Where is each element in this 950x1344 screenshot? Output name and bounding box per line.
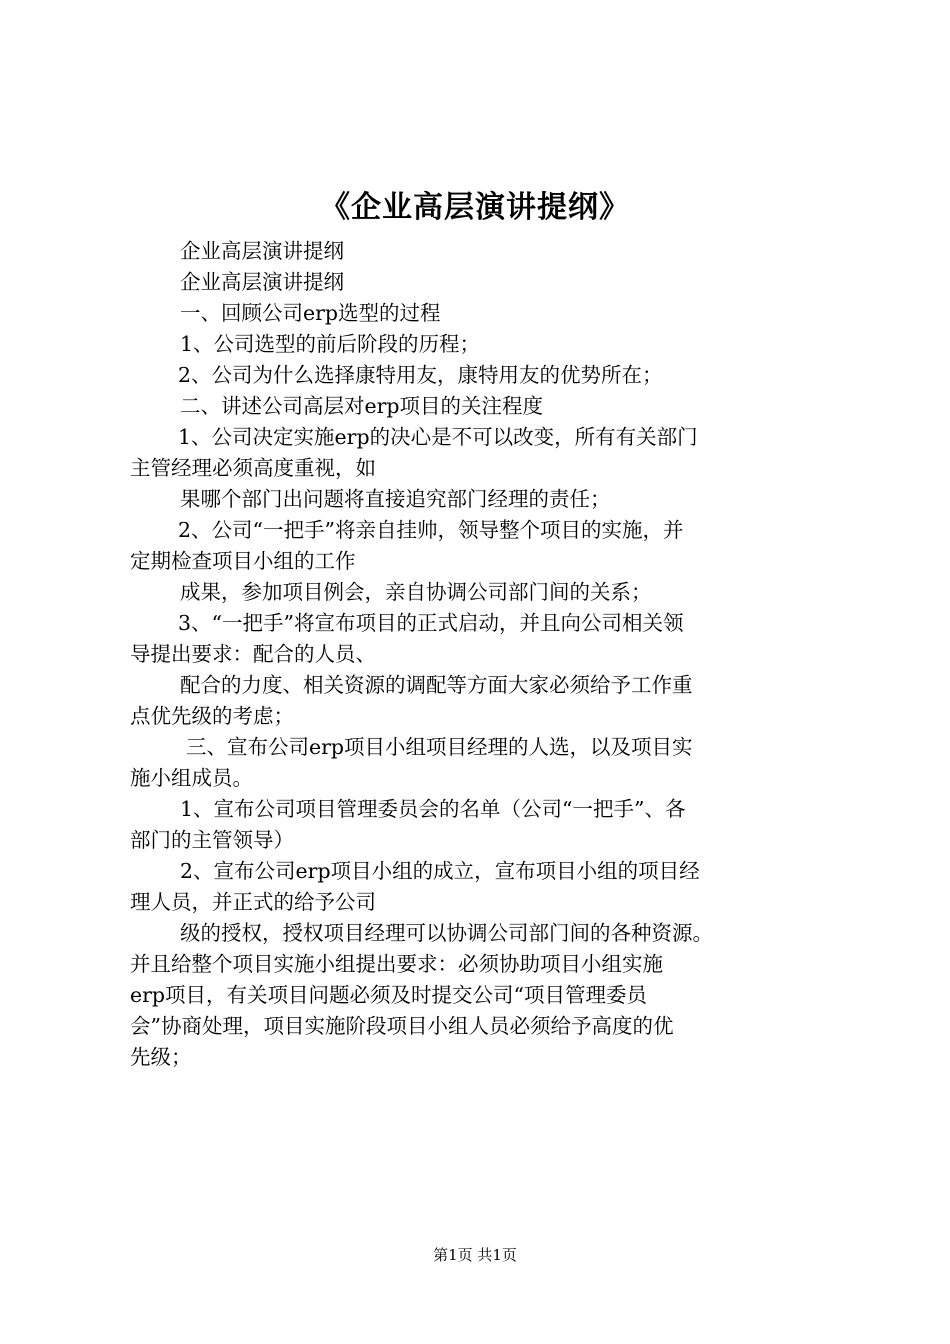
paragraph-line: 理人员，并正式的给予公司 bbox=[130, 890, 376, 914]
paragraph-line: 2、公司“一把手”将亲自挂帅，领导整个项目的实施，并 bbox=[178, 518, 684, 542]
document-title: 《企业高层演讲提纲》 bbox=[320, 190, 630, 225]
paragraph-line: 导提出要求：配合的人员、 bbox=[130, 642, 376, 666]
paragraph-line: 一、回顾公司erp选型的过程 bbox=[180, 301, 441, 325]
paragraph-line: 1、公司决定实施erp的决心是不可以改变，所有有关部门 bbox=[178, 425, 698, 449]
paragraph-line: 2、宣布公司erp项目小组的成立，宣布项目小组的项目经 bbox=[180, 859, 700, 883]
paragraph-line: 3、“一把手”将宣布项目的正式启动，并且向公司相关领 bbox=[178, 611, 684, 635]
paragraph-line: 企业高层演讲提纲 bbox=[180, 270, 344, 294]
paragraph-line: 二、讲述公司高层对erp项目的关注程度 bbox=[180, 394, 544, 418]
paragraph-line: 级的授权，授权项目经理可以协调公司部门间的各种资源。 bbox=[180, 921, 713, 945]
page-footer: 第1页 共1页 bbox=[433, 1246, 517, 1264]
paragraph-line: 会”协商处理，项目实施阶段项目小组人员必须给予高度的优 bbox=[130, 1014, 674, 1038]
paragraph-line: 1、宣布公司项目管理委员会的名单（公司“一把手”、各 bbox=[180, 797, 686, 821]
paragraph-line: erp项目，有关项目问题必须及时提交公司“项目管理委员 bbox=[130, 983, 648, 1007]
paragraph-line: 果哪个部门出问题将直接追究部门经理的责任； bbox=[180, 487, 611, 511]
paragraph-line: 2、公司为什么选择康特用友，康特用友的优势所在； bbox=[178, 363, 663, 387]
paragraph-line: 1、公司选型的前后阶段的历程； bbox=[180, 332, 481, 356]
paragraph-line: 定期检查项目小组的工作 bbox=[130, 549, 356, 573]
paragraph-line: 三、宣布公司erp项目小组项目经理的人选，以及项目实 bbox=[186, 735, 693, 759]
document-body bbox=[130, 236, 832, 1073]
paragraph-line: 企业高层演讲提纲 bbox=[180, 239, 344, 263]
paragraph-line: 点优先级的考虑； bbox=[130, 704, 294, 728]
paragraph-line: 并且给整个项目实施小组提出要求：必须协助项目小组实施 bbox=[130, 952, 663, 976]
paragraph-line: 配合的力度、相关资源的调配等方面大家必须给予工作重 bbox=[180, 673, 693, 697]
paragraph-line: 主管经理必须高度重视，如 bbox=[130, 456, 376, 480]
paragraph-line: 成果，参加项目例会，亲自协调公司部门间的关系； bbox=[180, 580, 652, 604]
paragraph-line: 部门的主管领导） bbox=[130, 828, 294, 852]
paragraph-line: 施小组成员。 bbox=[130, 766, 253, 790]
paragraph-line: 先级； bbox=[130, 1045, 192, 1069]
